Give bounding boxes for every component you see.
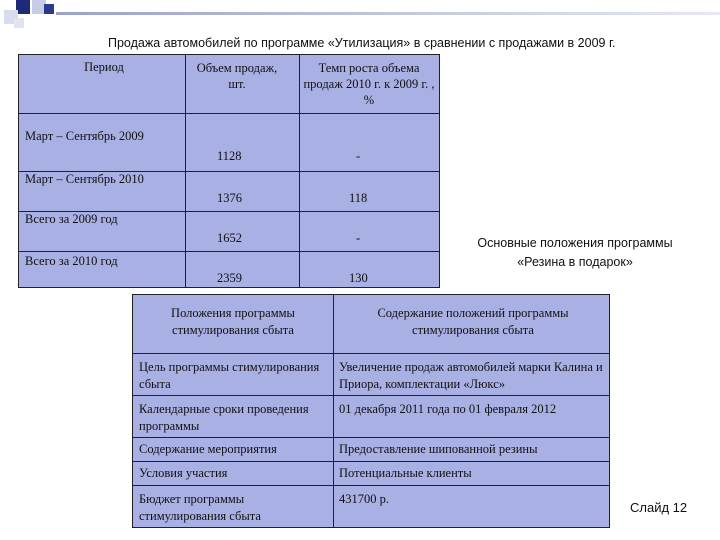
row-growth: - — [356, 231, 361, 245]
row-provision: Условия участия — [139, 466, 228, 480]
table-divider — [133, 485, 609, 486]
decor-square-dark — [16, 0, 30, 14]
table-divider — [133, 437, 609, 438]
table-divider — [333, 295, 334, 527]
header-volume: Объем продаж, шт. — [196, 61, 278, 91]
row-provision: Содержание мероприятия — [139, 442, 277, 456]
decor-square-light — [14, 18, 24, 28]
side-heading-line: «Резина в подарок» — [517, 255, 633, 269]
table-divider — [133, 353, 609, 354]
decor-square-dark — [44, 4, 54, 14]
table-divider — [133, 395, 609, 396]
row-period: Март – Сентябрь 2009 — [25, 129, 144, 143]
row-period: Всего за 2009 год — [25, 212, 118, 226]
header-period: Период — [84, 60, 124, 74]
side-heading-line: Основные положения программы — [477, 236, 673, 250]
decor-line — [56, 12, 720, 15]
row-provision: Бюджет программы стимулирования сбыта — [139, 492, 261, 523]
table-divider — [19, 251, 439, 252]
page-title: Продажа автомобилей по программе «Утилизация» в сравнении с продажами в 2009 г. — [108, 36, 616, 50]
program-table — [132, 294, 610, 528]
row-period: Март – Сентябрь 2010 — [25, 172, 144, 186]
row-period: Всего за 2010 год — [25, 254, 118, 268]
table-divider — [133, 461, 609, 462]
row-growth: 130 — [349, 271, 368, 285]
slide-number: Слайд 12 — [630, 500, 688, 515]
header-provisions: Положения программы стимулирования сбыта — [171, 306, 295, 337]
sales-table — [18, 54, 440, 288]
row-content: 431700 р. — [339, 492, 389, 506]
header-growth: Темп роста объема продаж 2010 г. к 2009 г. , % — [303, 61, 435, 107]
row-growth: 118 — [349, 191, 368, 205]
row-volume: 1376 — [217, 191, 242, 205]
row-provision: Календарные сроки проведения программы — [139, 402, 309, 433]
header-contents: Содержание положений программы стимулирования сбыта — [377, 306, 569, 337]
row-content: Потенциальные клиенты — [339, 466, 472, 480]
row-growth: - — [356, 149, 361, 163]
row-volume: 2359 — [217, 271, 242, 285]
row-content: Предоставление шипованной резины — [339, 442, 538, 456]
table-divider — [19, 113, 439, 114]
side-heading — [450, 234, 700, 272]
row-volume: 1128 — [217, 149, 242, 163]
row-provision: Цель программы стимулирования сбыта — [139, 360, 320, 391]
row-volume: 1652 — [217, 231, 242, 245]
row-content: Увеличение продаж автомобилей марки Калина и Приора, комплектации «Люкс» — [339, 360, 603, 391]
row-content: 01 декабря 2011 года по 01 февраля 2012 — [339, 402, 557, 416]
